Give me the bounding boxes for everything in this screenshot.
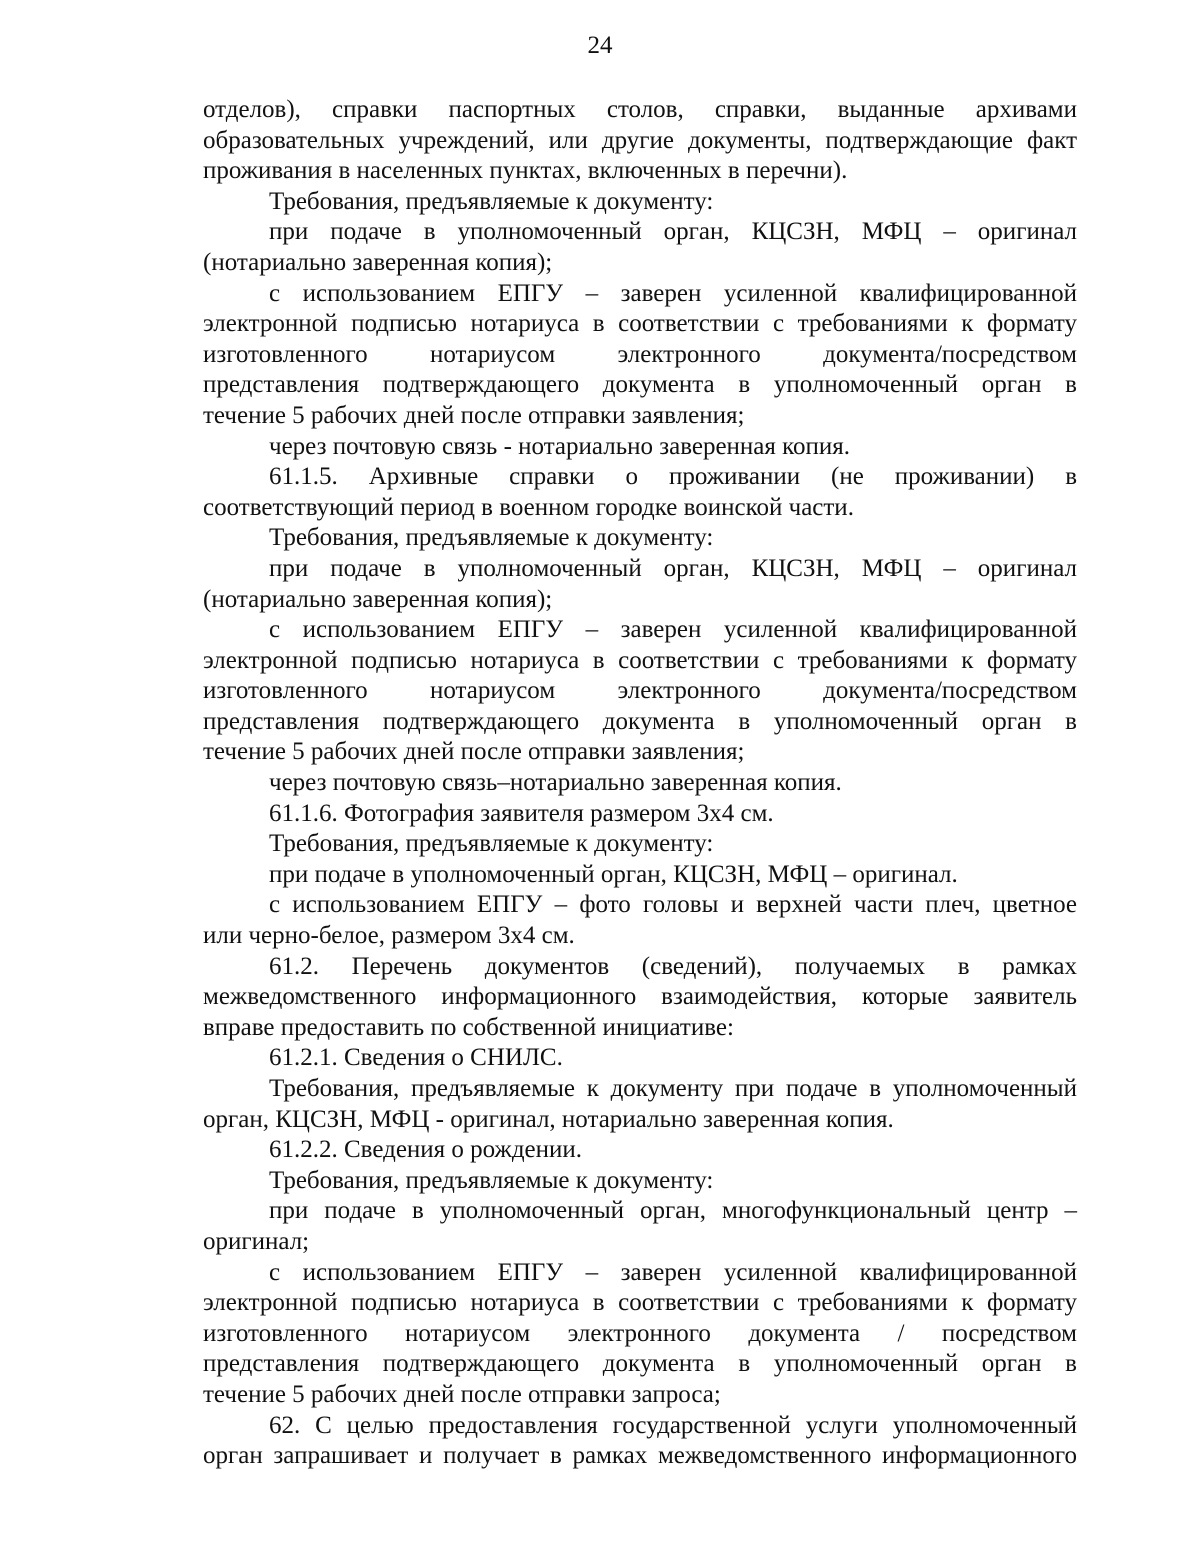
text-line: (нотариально заверенная копия); bbox=[203, 248, 553, 276]
text-line: изготовленного нотариусом электронного документа/посредством bbox=[203, 340, 1077, 368]
text-line: 61.2.2. Сведения о рождении. bbox=[269, 1136, 583, 1164]
text-line: образовательных учреждений, или другие документы, подтверждающие факт bbox=[203, 126, 1077, 154]
text-line: электронной подписью нотариуса в соответствии с требованиями к формату bbox=[203, 310, 1077, 338]
text-line: при подаче в уполномоченный орган, КЦСЗН, МФЦ – оригинал bbox=[269, 218, 1077, 246]
text-line: 62. С целью предоставления государственной услуги уполномоченный bbox=[269, 1411, 1077, 1439]
text-line: через почтовую связь–нотариально заверенная копия. bbox=[269, 769, 842, 797]
page-number: 24 bbox=[587, 32, 613, 59]
text-line: 61.2. Перечень документов (сведений), получаемых в рамках bbox=[269, 952, 1077, 980]
text-line: течение 5 рабочих дней после отправки заявления; bbox=[203, 401, 745, 429]
text-line: Требования, предъявляемые к документу: bbox=[269, 1166, 714, 1194]
text-line: 61.1.5. Архивные справки о проживании (не проживании) в bbox=[269, 463, 1077, 491]
text-line: Требования, предъявляемые к документу: bbox=[269, 187, 714, 215]
text-line: с использованием ЕПГУ – фото головы и верхней части плеч, цветное bbox=[269, 891, 1077, 919]
text-line: Требования, предъявляемые к документу: bbox=[269, 524, 714, 552]
text-line: при подаче в уполномоченный орган, КЦСЗН, МФЦ – оригинал. bbox=[269, 860, 958, 888]
text-line: орган запрашивает и получает в рамках межведомственного информационного bbox=[203, 1442, 1077, 1470]
text-line: изготовленного нотариусом электронного документа/посредством bbox=[203, 677, 1077, 705]
text-line: 61.1.6. Фотография заявителя размером 3х4 см. bbox=[269, 799, 774, 827]
text-line: представления подтверждающего документа в уполномоченный орган в bbox=[203, 1350, 1077, 1378]
text-line: вправе предоставить по собственной инициативе: bbox=[203, 1013, 734, 1041]
text-line: течение 5 рабочих дней после отправки запроса; bbox=[203, 1380, 721, 1408]
text-line: электронной подписью нотариуса в соответствии с требованиями к формату bbox=[203, 646, 1077, 674]
text-line: Требования, предъявляемые к документу: bbox=[269, 830, 714, 858]
text-line: соответствующий период в военном городке воинской части. bbox=[203, 493, 854, 521]
text-line: через почтовую связь - нотариально заверенная копия. bbox=[269, 432, 851, 460]
text-line: течение 5 рабочих дней после отправки заявления; bbox=[203, 738, 745, 766]
text-line: (нотариально заверенная копия); bbox=[203, 585, 553, 613]
text-line: с использованием ЕПГУ – заверен усиленной квалифицированной bbox=[269, 1258, 1077, 1286]
text-line: при подаче в уполномоченный орган, многофункциональный центр – bbox=[269, 1197, 1077, 1225]
text-line: или черно-белое, размером 3х4 см. bbox=[203, 922, 575, 950]
text-line: при подаче в уполномоченный орган, КЦСЗН, МФЦ – оригинал bbox=[269, 554, 1077, 582]
text-line: орган, КЦСЗН, МФЦ - оригинал, нотариально заверенная копия. bbox=[203, 1105, 894, 1133]
text-line: представления подтверждающего документа в уполномоченный орган в bbox=[203, 371, 1077, 399]
text-line: с использованием ЕПГУ – заверен усиленной квалифицированной bbox=[269, 279, 1077, 307]
text-line: 61.2.1. Сведения о СНИЛС. bbox=[269, 1044, 563, 1072]
document-body bbox=[203, 95, 1077, 1472]
text-line: Требования, предъявляемые к документу при подаче в уполномоченный bbox=[269, 1075, 1077, 1102]
text-line: оригинал; bbox=[203, 1227, 310, 1255]
text-line: изготовленного нотариусом электронного документа / посредством bbox=[203, 1319, 1077, 1347]
text-line: отделов), справки паспортных столов, справки, выданные архивами bbox=[203, 96, 1077, 123]
text-line: с использованием ЕПГУ – заверен усиленной квалифицированной bbox=[269, 616, 1077, 644]
text-line: межведомственного информационного взаимодействия, которые заявитель bbox=[203, 983, 1077, 1011]
text-line: электронной подписью нотариуса в соответствии с требованиями к формату bbox=[203, 1289, 1077, 1317]
text-line: проживания в населенных пунктах, включенных в перечни). bbox=[203, 157, 848, 185]
text-line: представления подтверждающего документа в уполномоченный орган в bbox=[203, 707, 1077, 735]
